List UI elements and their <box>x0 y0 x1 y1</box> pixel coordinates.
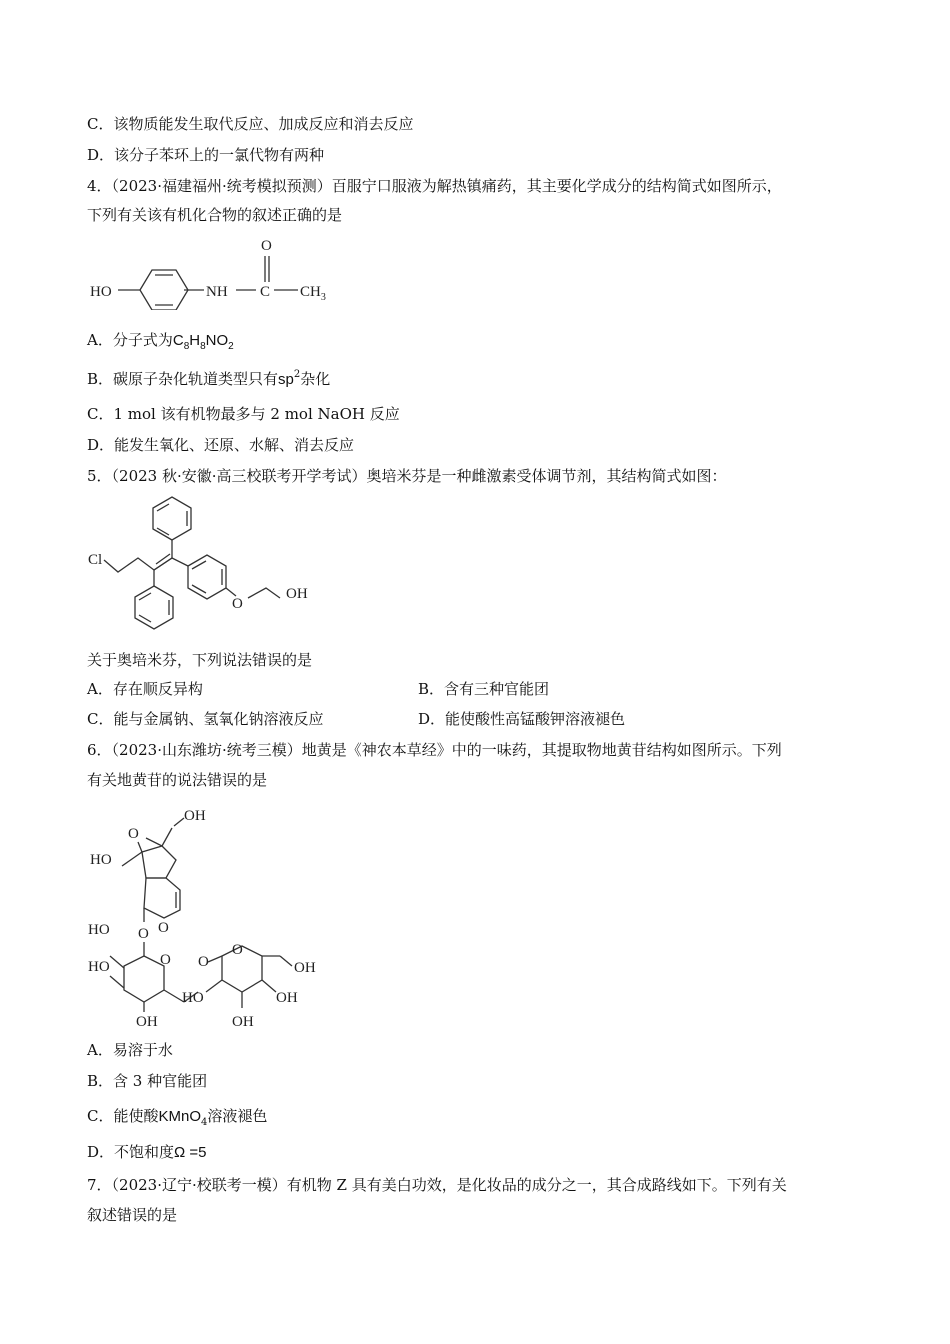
q6-sugar1-o-label: O <box>160 952 171 968</box>
q4-stem-line2: 下列有关该有机化合物的叙述正确的是 <box>87 206 343 224</box>
q6-option-d: D．不饱和度Ω =5 <box>87 1143 207 1161</box>
q6-pyran-ring <box>144 878 180 918</box>
q4-o-label: O <box>261 238 272 254</box>
q6-oh-3-label: OH <box>136 1014 158 1030</box>
q6-epoxide-o-label: O <box>128 826 139 842</box>
q6-bridge-o-label: O <box>198 954 209 970</box>
q4-option-c: C．1 mol 该有机物最多与 2 mol NaOH 反应 <box>87 405 400 423</box>
q6-pyran-o-label: O <box>158 920 169 936</box>
q5-o-label: O <box>232 596 243 612</box>
q5-cl-label: Cl <box>88 552 103 568</box>
q4-option-b: B．碳原子杂化轨道类型只有$sp^2$杂化 <box>87 369 331 388</box>
q4-c-label: C <box>260 284 271 300</box>
q3-option-c: C．该物质能发生取代反应、加成反应和消去反应 <box>87 115 414 133</box>
q4-benzene-ring <box>140 270 188 310</box>
q5-stem: 5．（2023 秋·安徽·高三校联考开学考试）奥培米芬是一种雌激素受体调节剂，其结构简式如图： <box>87 467 727 485</box>
q6-option-c: C．能使酸KMnO$_4$溶液褪色 <box>87 1107 268 1128</box>
q4-stem-line1: 4．（2023·福建福州·统考模拟预测）百服宁口服液为解热镇痛药，其主要化学成分的结构简式如图所示， <box>87 177 782 195</box>
q6-structure-diagram <box>80 806 330 1031</box>
q6-ho-7-label: HO <box>182 990 204 1006</box>
q7-stem-line1: 7．（2023·辽宁·校联考一模）有机物 Z 具有美白功效，是化妆品的成分之一，其合成路线如下。下列有关 <box>87 1176 787 1194</box>
q4-formula: $C_8H_8NO_2$ <box>172 332 234 352</box>
q6-stem-line2: 有关地黄苷的说法错误的是 <box>87 771 268 789</box>
q6-oh-top-label: OH <box>184 808 206 824</box>
q6-oh-6-label: OH <box>232 1014 254 1030</box>
q7-stem-line2: 叙述错误的是 <box>87 1206 178 1224</box>
q6-glycosidic-o-label: O <box>138 926 149 942</box>
q6-option-b: B．含 3 种官能团 <box>87 1072 208 1090</box>
q5-top-phenyl <box>153 497 191 540</box>
q4-option-a: A．分子式为$C_8H_8NO_2$ <box>87 331 234 352</box>
q6-ho-2-label: HO <box>88 959 110 975</box>
q6-stem-line1: 6．（2023·山东潍坊·统考三模）地黄是《神农本草经》中的一味药，其提取物地黄苷结构如图所示。下列 <box>87 741 782 759</box>
q5-structure-diagram <box>80 494 340 639</box>
q6-oh-5-label: OH <box>276 990 298 1006</box>
q5-option-c: C．能与金属钠、氢氧化钠溶液反应 <box>87 710 324 728</box>
q6-ho-left-label: HO <box>90 852 112 868</box>
q6-five-ring <box>142 846 176 878</box>
q4-ch3-label: $CH_3$ <box>300 284 326 303</box>
q5-option-b: B．含有三种官能团 <box>418 680 550 698</box>
q6-ho-1-label: HO <box>88 922 110 938</box>
q5-option-a: A．存在顺反异构 <box>87 680 203 698</box>
q5-oh-label: OH <box>286 586 308 602</box>
q5-ask: 关于奥培米芬，下列说法错误的是 <box>87 651 313 669</box>
q4-nh-label: NH <box>206 284 228 300</box>
q3-option-d: D．该分子苯环上的一氯代物有两种 <box>87 146 325 164</box>
q6-oh-4-label: OH <box>294 960 316 976</box>
q4-option-d: D．能发生氧化、还原、水解、消去反应 <box>87 436 355 454</box>
q5-bottom-phenyl <box>135 586 173 629</box>
q5-option-d: D．能使酸性高锰酸钾溶液褪色 <box>418 710 626 728</box>
q6-sugar-ring-1 <box>124 956 164 1002</box>
q6-sugar2-o-label: O <box>232 942 243 958</box>
q4-structure-diagram <box>80 232 350 310</box>
q4-ho-label: HO <box>90 284 112 300</box>
q6-option-a: A．易溶于水 <box>87 1041 173 1059</box>
q5-side-phenyl <box>188 555 226 599</box>
